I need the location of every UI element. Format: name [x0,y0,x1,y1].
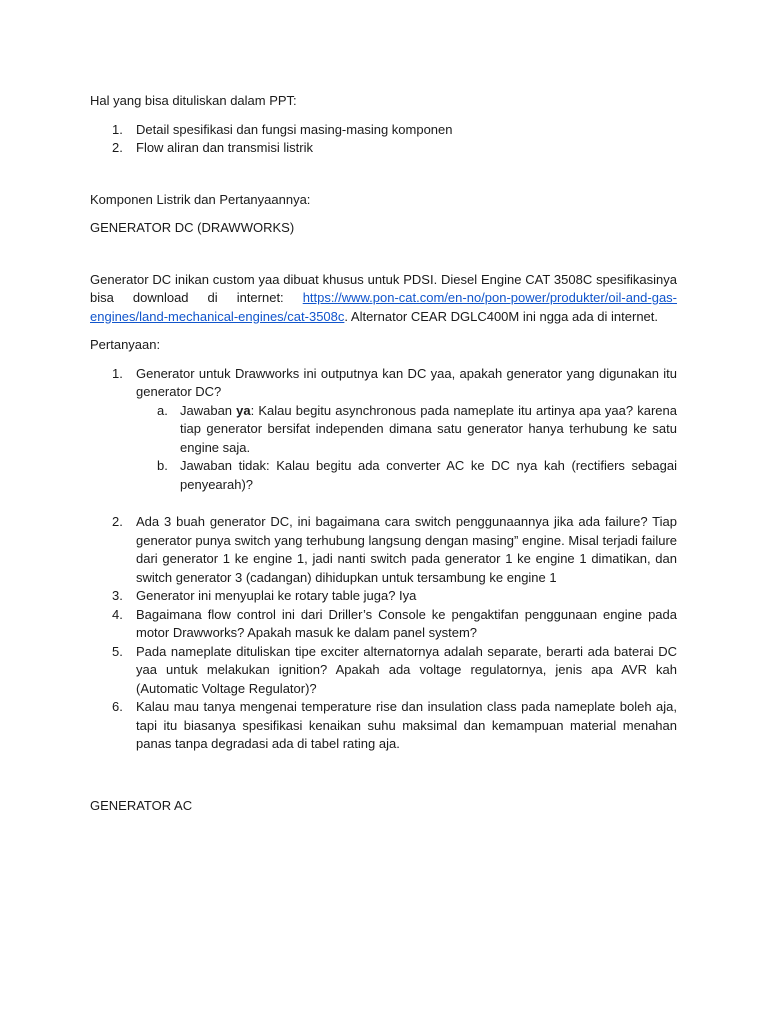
list-letter: b. [157,458,168,473]
document-page [90,92,677,815]
questions-heading: Pertanyaan: [90,337,161,352]
question-text: Bagaimana flow control ini dari Driller’s Console ke pengaktifan penggunaan engine pada motor Drawworks? Apakah masuk ke dalam panel system? [136,606,677,640]
paragraph-text: Generator DC inikan custom yaa dibuat khusus untuk PDSI. Diesel Engine CAT 3508C spesifikasinya bisa download di internet: [90,271,677,305]
question-text: Ada 3 buah generator DC, ini bagaimana cara switch penggunaannya jika ada failure? Tiap generator punya switch yang terhubung langsung dengan masing” engine. Misal terjadi failure dari generator 1 ke engine 1, jadi nanti switch pada generator 1 ke engine 1 dimatikan, dan switch generator 3 (cadangan) dihidupkan untuk tersambung ke engine 1 [136,514,677,585]
list-number: 1. [112,365,123,381]
answer-text: Jawaban tidak: Kalau begitu ada converter AC ke DC nya kah (rectifiers sebagai penyearah)? [180,458,677,492]
list-item [90,139,677,158]
list-number: 4. [112,606,123,622]
list-number: 1. [112,121,123,137]
question-text: Pada nameplate dituliskan tipe exciter alternatornya adalah separate, berarti ada baterai DC yaa untuk melakukan ignition? Apakah ada voltage regulatornya, jenis apa AVR kah (Automatic Voltage Regulator)? [136,643,677,696]
question-item [90,365,677,402]
answer-prefix: Jawaban [180,402,237,418]
questions-list [90,365,677,495]
list-number: 2. [112,514,123,529]
paragraph-text-end: . Alternator CEAR DGLC400M ini ngga ada di internet. [344,308,659,324]
question-item [90,606,677,643]
generator-ac-title: GENERATOR AC [90,797,193,813]
list-item [90,121,677,140]
intro-heading: Hal yang bisa dituliskan dalam PPT: [90,93,297,108]
intro-list [90,121,677,158]
generator-dc-paragraph [90,271,677,327]
cat-3508c-link[interactable]: https://www.pon-cat.com/en-no/pon-power/produkter/oil-and-gas-engines/land-mechanical-engines/cat-3508c [90,290,677,324]
answer-bold: ya [236,402,251,418]
list-number: 6. [112,699,123,714]
question-item [90,587,677,606]
list-letter: a. [157,402,168,418]
list-item-text: Detail spesifikasi dan fungsi masing-masing komponen [136,121,453,137]
answer-item [90,402,677,458]
answer-text: : Kalau begitu asynchronous pada nameplate itu artinya apa yaa? karena tiap generator bersifat independen dimana satu generator hanya terhubung ke satu engine saja. [180,402,677,455]
question-text: Kalau mau tanya mengenai temperature rise dan insulation class pada nameplate boleh aja, tapi itu biasanya spesifikasi kenaikan suhu maksimal dan kemampuan material menahan panas tanpa degradasi ada di tabel rating aja. [136,699,677,751]
question-item [90,643,677,699]
question-text: Generator ini menyuplai ke rotary table juga? Iya [136,588,417,603]
generator-dc-title: GENERATOR DC (DRAWWORKS) [90,220,295,235]
list-number: 3. [112,588,123,603]
questions-list-continued [90,513,677,754]
question-item [90,513,677,587]
list-number: 2. [112,140,123,155]
section-title: Komponen Listrik dan Pertanyaannya: [90,191,311,207]
answer-item [90,457,677,494]
list-item-text: Flow aliran dan transmisi listrik [136,140,313,155]
list-number: 5. [112,643,123,659]
question-text: Generator untuk Drawworks ini outputnya kan DC yaa, apakah generator yang digunakan itu generator DC? [136,365,677,399]
question-item [90,698,677,754]
